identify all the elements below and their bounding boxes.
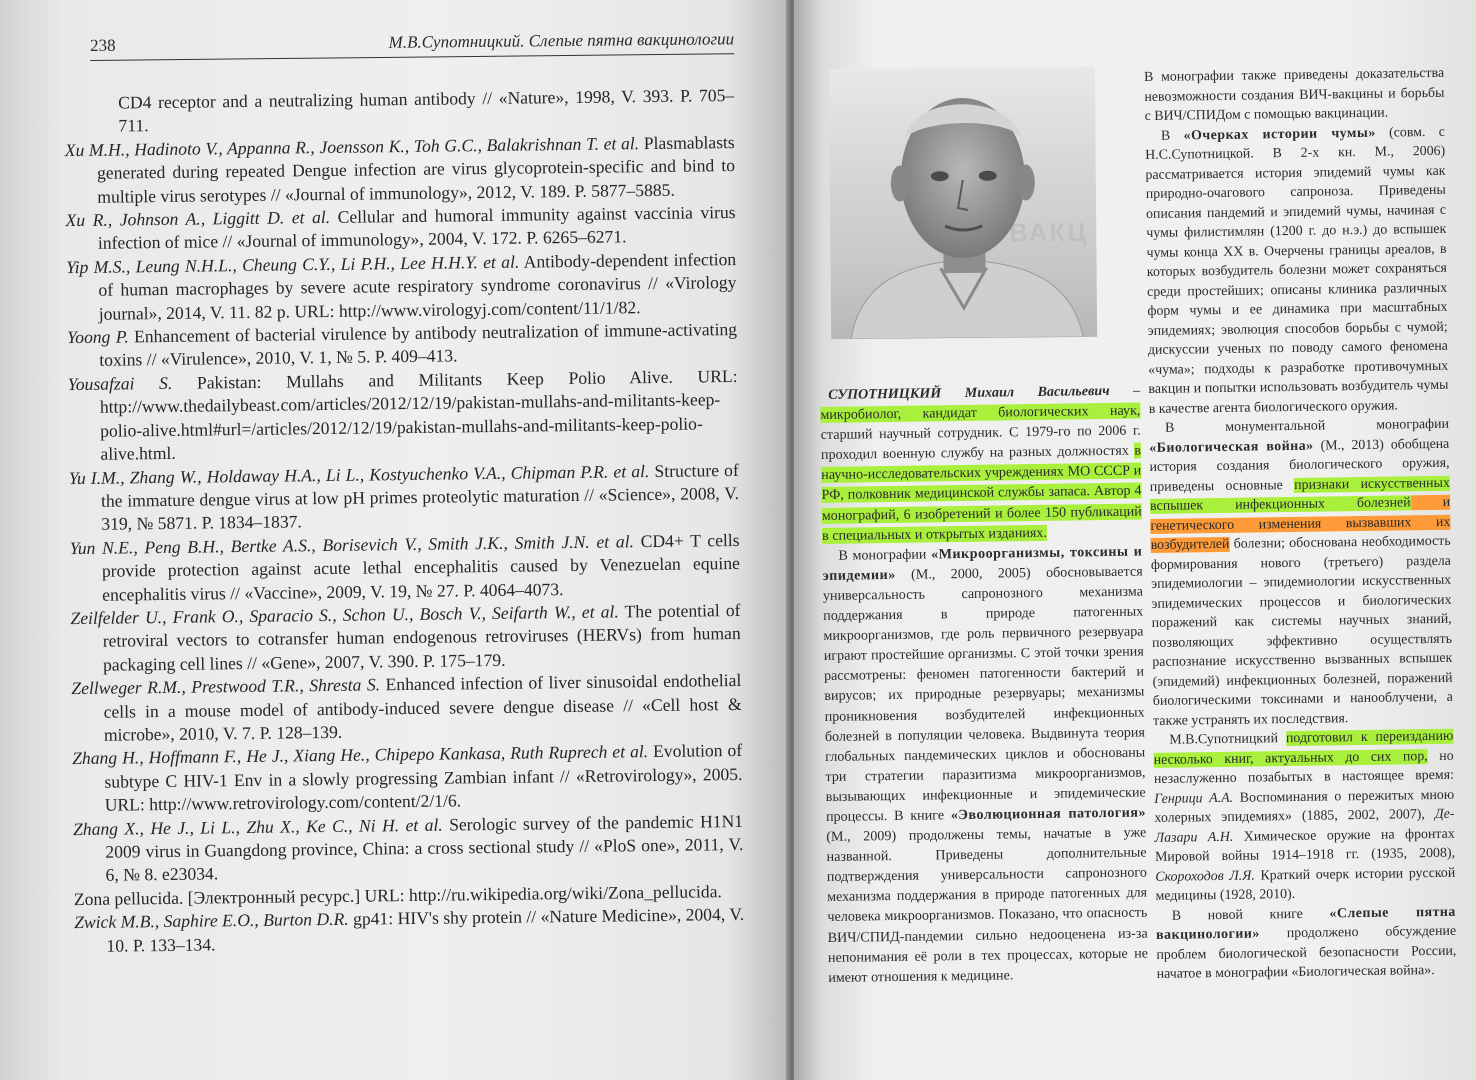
reference-authors: Xu M.H., Hadinoto V., Appanna R., Joensson K., Toh G.C., Balakrishnan T. et al.: [64, 132, 640, 160]
col-text: В новой книге: [1171, 905, 1330, 924]
author-name: СУПОТНИЦКИЙ Михаил Васильевич: [828, 382, 1110, 403]
reference-entry: [65, 201, 736, 256]
right-page: [794, 0, 1476, 1080]
reference-authors: Yun N.E., Peng B.H., Bertke A.S., Borisevich V., Smith J.K., Smith J.N. et al.: [69, 530, 635, 558]
book-title: «Биологическая война»: [1149, 438, 1314, 456]
col-text: Краткий очерк истории русской медицины (1928, 2010).: [1155, 865, 1456, 904]
photo-backdrop-text: ВАКЦ: [1009, 216, 1089, 248]
reference-entry: [64, 84, 735, 139]
dash: –: [1109, 382, 1141, 399]
col-text: Воспоминания о пережитых мною холерных эпидемиях» (1885, 2002, 2007),: [1154, 787, 1455, 826]
reference-entry: [70, 599, 741, 677]
reference-text: Enhancement of bacterial virulence by antibody neutralization of immune-activating toxins // «Virulence», 2010, V. 1, № 5. P. 409–413.: [99, 319, 738, 371]
reference-list: [64, 84, 745, 958]
reference-text: Serologic survey of the pandemic H1N1 2009 virus in Guangdong province, China: a cross sectional study // «PloS one», 2011, V. 6, № 8. e23034.: [105, 810, 744, 886]
book-title: «Очерках истории чумы»: [1183, 125, 1376, 143]
col-paragraph: [1149, 415, 1453, 731]
reference-entry: [69, 458, 740, 536]
reference-text: Enhanced infection of liver sinusoidal endothelial cells in a mouse model of antibody-induced severe dengue disease // «Cell host & microbe», 2010, V. 7. P. 128–139.: [103, 670, 742, 745]
reference-authors: Yip M.S., Leung N.H.L., Cheung C.Y., Li P.H., Lee H.H.Y. et al.: [66, 251, 520, 278]
reference-text: Structure of the immature dengue virus at low pH primes proteolytic maturation // «Science», 2008, V. 319, № 5871. P. 1834–1837.: [100, 459, 740, 535]
author-photo: [829, 67, 1097, 339]
bio-paragraph: [820, 381, 1142, 546]
col-text: но незаслуженно позабытых в настоящее время:: [1153, 748, 1455, 787]
reference-entry: [65, 131, 736, 209]
reference-authors: Yoong P.: [66, 326, 129, 348]
reference-entry: [67, 365, 738, 467]
col-text: Химическое оружие на фронтах Мировой войны 1914–1918 гг. (1935, 2008),: [1154, 826, 1456, 865]
bio-paragraph: [822, 541, 1148, 987]
reference-entry: [73, 810, 744, 888]
col-text: В монументальной монографии: [1164, 416, 1450, 436]
reference-text: CD4 receptor and a neutralizing human antibody // «Nature», 1998, V. 393. P. 705–711.: [118, 84, 735, 136]
reference-text: Evolution of subtype C HIV-1 Env in a slowly progressing Zambian infant // «Retrovirology», 2005. URL: http://www.retrovirology.com/content/2/1/6.: [104, 740, 743, 815]
author-ref: Де-Лазари А.Н.: [1154, 806, 1455, 846]
book-title: «Слепые пятна вакцинологии»: [1156, 904, 1456, 943]
col-paragraph: [1145, 122, 1449, 419]
reference-entry: [66, 248, 737, 326]
reference-text: gp41: HIV's shy protein // «Nature Medicine», 2004, V. 10. P. 133–134.: [106, 904, 745, 956]
col-text: продолжено обсуждение проблем биологической безопасности России, начатое в монографии «Биологическая война».: [1156, 923, 1457, 982]
reference-authors: Zeilfelder U., Frank O., Sparacio S., Schon U., Bosch V., Seifarth W., et al.: [70, 601, 619, 629]
reference-entry: [69, 529, 740, 607]
reference-text: The potential of retroviral vectors to cotransfer human endogenous retroviruses (HERVs) from human packaging cell lines // «Gene», 2007, V. 390. P. 175–179.: [102, 599, 741, 675]
reference-text: CD4+ T cells provide protection against acute lethal encephalitis caused by Venezuelan equine encephalitis virus // «Vaccine», 2009, V. 19, № 27. P. 4064–4073.: [101, 529, 740, 605]
col-paragraph: [1153, 727, 1455, 907]
author-ref: Скороходов Л.Я.: [1155, 868, 1255, 885]
reference-authors: Zellweger R.M., Prestwood T.R., Shresta S.: [71, 674, 381, 699]
highlight-green: подготовил к переизданию несколько книг, актуальных до сих пор,: [1153, 728, 1454, 768]
reference-entry: [67, 318, 738, 373]
bio-text: (М., 2009) продолжены темы, начатые в уже названной. Приведены дополнительные подтверждения универсальности сапронозного механизма поддержания в природе патогенных для человека микроорганизмов. Показано, что опасность ВИЧ/СПИД-пандемии сильно недооценена из-за непонимания её роли в тех процессах, которые не имеют отношения к медицине.: [826, 824, 1149, 986]
col-text: В: [1160, 127, 1184, 144]
reference-text: Cellular and humoral immunity against vaccinia virus infection of mice // «Journal of immunology», 2004, V. 172. P. 6265–6271.: [97, 202, 736, 254]
book-title: «Микроорганизмы, токсины и эпидемии»: [822, 543, 1143, 584]
reference-entry: [71, 669, 742, 747]
reference-entry: [74, 903, 745, 958]
col-text: болезни; обоснована необходимость формирования нового (третьего) раздела эпидемиологии – эпидемиологии искусственных эпидемических процессов и биологических поражений как системы научных знаний, позволяющих эффективно осуществлять распознание искусственно вызванных вспышек (эпидемий) инфекционных болезней, поражений биологическими токсинами и нанооблучени, а также устранять их последствия.: [1150, 533, 1453, 729]
bio-text: В монографии: [838, 546, 932, 564]
book-title: «Эволюционная патология»: [950, 804, 1147, 824]
col-paragraph: В монографии также приведены доказательства невозможности создания ВИЧ-вакцины и борьбы с ВИЧ/СПИДом с помощью вакцинации.: [1144, 65, 1445, 124]
bio-text: (М., 2000, 2005) обосновывается универсальность сапронозного механизма поддержания в природе патогенных микроорганизмов, где роль первичного резервуара играют простейшие организмы. С этой точки зрения рассмотрены: феномен патогенности бактерий и вирусов; их природные резервуары; механизмы проникновения возбудителей инфекционных болезней в популяции человека. Выдвинута теория глобальных пандемических циклов и обоснованы три стратегии паразитизма микроорганизмов, вызывающих инфекционные и эпидемические процессы. В книге: [822, 563, 1146, 825]
highlight-green: признаки искусственных вспышек инфекционных болезней: [1150, 475, 1450, 514]
highlight-green: микробиолог, кандидат биологических наук,: [820, 402, 1141, 424]
right-column: [1144, 64, 1457, 985]
reference-authors: Yousafzai S.: [67, 372, 173, 395]
highlight-orange: и генетического изменения вызвавших их возбудителей: [1150, 494, 1451, 553]
running-head: [90, 29, 734, 61]
reference-text: Antibody-dependent infection of human macrophages by severe acute respiratory syndrome coronavirus // «Virology journal», 2014, V. 11. 82 p. URL: http://www.virologyj.com/content/11/1/82.: [98, 248, 737, 324]
reference-authors: Zhang H., Hoffmann F., He J., Xiang He., Chipepo Kankasa, Ruth Ruprech et al.: [72, 741, 649, 769]
reference-text: Plasmablasts generated during repeated Dengue infection are virus glycoprotein-specific and bind to multiple virus serotypes // «Journal of immunology», 2012, V. 189. P. 5877–5885.: [96, 131, 736, 207]
reference-entry: [72, 739, 743, 817]
col-text: (совм. с Н.С.Супотницкой. В 2-х кн. М., 2006) рассматривается история эпидемий чумы как природно-очагового сапроноза. Приведены описания пандемий и эпидемий чумы, начиная с чумы филистимлян (1200 г. до н.э.) до вспышек чумы конца XX в. Очерчены границы ареалов, в которых возбудитель болезни может сохраняться среди простейших; описаны клиника различных форм чумы и ее динамика при масштабных эпидемиях; эволюция способов борьбы с чумой; дискуссии ученых по поводу самого феномена «чума»; подходы к разработке противочумных вакцин и попытки использовать возбудитель чумы в качестве агента биологического оружия.: [1145, 124, 1449, 417]
col-text: (М., 2013) обобщена история создания биологического оружия, приведены основные: [1149, 436, 1450, 495]
bio-text: старший научный сотрудник. С 1979-го по 2006 г. проходил военную службу на разных должностях: [820, 422, 1141, 464]
portrait-figure: [829, 67, 1097, 339]
highlight-green: в научно-исследовательских учреждениях МО СССР и РФ, полковник медицинской службы запаса. Автор 4 монографий, 6 изобретений и более 150 публикаций в специальных и открытых изданиях.: [821, 442, 1142, 544]
header-title: М.В.Супотницкий. Слепые пятна вакцинологии: [388, 29, 735, 52]
page-number: 238: [90, 35, 116, 55]
reference-text: Zona pellucida. [Электронный ресурс.] URL: http://ru.wikipedia.org/wiki/Zona_pellucida.: [73, 881, 722, 909]
reference-authors: Zhang X., He J., Li L., Zhu X., Ke C., Ni H. et al.: [72, 814, 443, 839]
col-paragraph: [1156, 902, 1457, 984]
author-ref: Генрици А.А.: [1154, 790, 1234, 807]
reference-authors: Yu I.M., Zhang W., Holdaway H.A., Li L., Kostyuchenko V.A., Chipman P.R. et al.: [68, 460, 650, 488]
reference-authors: Zwick M.B., Saphire E.O., Burton D.R.: [74, 908, 349, 933]
reference-text: Pakistan: Mullahs and Militants Keep Polio Alive. URL: http://www.thedailybeast.com/articles/2012/12/19/pakistan-mullahs-and-militants-keep-polio-alive.html#url=/articles/2012/12/19/pakistan-mullahs-and-militants-keep-polio-alive.html.: [99, 365, 738, 464]
author-bio: [820, 381, 1148, 988]
reference-authors: Xu R., Johnson A., Liggitt D. et al.: [65, 206, 331, 231]
col-text: М.В.Супотницкий: [1169, 731, 1287, 748]
